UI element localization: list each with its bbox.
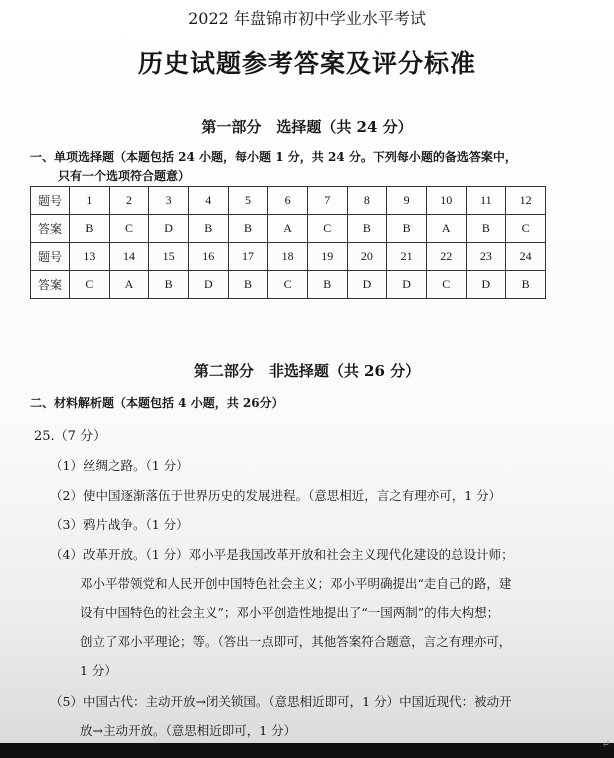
row-label-answer: 答案: [31, 271, 70, 299]
answer-cell: A: [109, 271, 149, 299]
row-label-number: 题号: [31, 243, 70, 271]
answer-cell: C: [426, 271, 466, 299]
answer-cell: B: [307, 271, 347, 299]
question-number-cell: 1: [70, 187, 110, 215]
question-number-cell: 7: [307, 187, 347, 215]
answer-cell: B: [188, 215, 228, 243]
answer-cell: B: [506, 271, 546, 299]
row-label-answer: 答案: [31, 215, 70, 243]
part1-instruction-line2: 只有一个选项符合题意）: [58, 169, 191, 183]
question-number-cell: 4: [188, 187, 228, 215]
question-number-cell: 5: [228, 187, 268, 215]
question-number-cell: 15: [149, 243, 189, 271]
answer-cell: B: [228, 215, 268, 243]
answer-cell: C: [307, 215, 347, 243]
answer-item-4-line3: 设有中国特色的社会主义”；邓小平创造性地提出了“一国两制”的伟大构想；: [80, 605, 500, 620]
answer-cell: A: [426, 215, 466, 243]
question-number-cell: 14: [109, 243, 149, 271]
answer-item-3: （3）鸦片战争。（1 分）: [50, 517, 189, 532]
answer-item-4-line4: 创立了邓小平理论；等。（答出一点即可，其他答案符合题意，言之有理亦可，: [80, 634, 512, 649]
question-number-cell: 6: [268, 187, 308, 215]
exam-title: 2022 年盘锦市初中学业水平考试: [188, 9, 426, 28]
question-number-cell: 18: [268, 243, 308, 271]
answer-item-4-line2: 邓小平带领党和人民开创中国特色社会主义；邓小平明确提出“走自己的路，建: [80, 576, 512, 591]
answer-cell: D: [188, 271, 228, 299]
part2-instruction: 二、材料解析题（本题包括 4 小题，共 26分）: [30, 396, 284, 410]
answer-item-1: （1）丝绸之路。（1 分）: [50, 458, 189, 473]
question-number-cell: 8: [347, 187, 387, 215]
question-number-cell: 22: [426, 243, 466, 271]
answer-cell: B: [387, 215, 427, 243]
answer-cell: C: [268, 271, 308, 299]
question-number-cell: 10: [426, 187, 466, 215]
part1-instruction-line1: 一、单项选择题（本题包括 24 小题，每小题 1 分，共 24 分。下列每小题的备选答案中，: [30, 150, 517, 164]
answer-cell: B: [466, 215, 506, 243]
table-row-answers-1: [31, 215, 546, 243]
answer-cell: A: [268, 215, 308, 243]
answer-item-5-line2: 放→主动开放。（意思相近即可，1 分）: [80, 723, 297, 738]
paragraph-mark-icon: ↵: [601, 739, 610, 750]
part1-title: 第一部分 选择题（共 24 分）: [201, 118, 413, 136]
table-row-numbers-2: [31, 243, 546, 271]
question-number-cell: 21: [387, 243, 427, 271]
question-number-cell: 20: [347, 243, 387, 271]
answer-item-4-line1: （4）改革开放。（1 分）邓小平是我国改革开放和社会主义现代化建设的总设计师；: [50, 547, 514, 562]
document-title: 历史试题参考答案及评分标准: [137, 49, 476, 78]
question-number-cell: 23: [466, 243, 506, 271]
answer-cell: C: [506, 215, 546, 243]
question-number-cell: 11: [466, 187, 506, 215]
question-number-cell: 9: [387, 187, 427, 215]
part2-title: 第二部分 非选择题（共 26 分）: [193, 362, 421, 380]
answer-cell: D: [347, 271, 387, 299]
answer-table: [30, 186, 546, 299]
answer-item-5-line1: （5）中国古代：主动开放→闭关锁国。（意思相近即可，1 分）中国近现代：被动开: [50, 694, 512, 709]
answer-cell: D: [466, 271, 506, 299]
answer-cell: B: [70, 215, 110, 243]
question-number-cell: 2: [109, 187, 149, 215]
answer-item-4-line5: 1 分）: [80, 663, 117, 678]
question-number-cell: 3: [149, 187, 189, 215]
question-25-title: 25.（7 分）: [34, 429, 107, 444]
table-row-answers-2: [31, 271, 546, 299]
question-number-cell: 17: [228, 243, 268, 271]
question-number-cell: 24: [506, 243, 546, 271]
question-number-cell: 19: [307, 243, 347, 271]
bottom-edge-bar: [0, 743, 614, 758]
answer-cell: B: [149, 271, 189, 299]
answer-cell: C: [109, 215, 149, 243]
answer-cell: D: [149, 215, 189, 243]
answer-cell: C: [70, 271, 110, 299]
answer-cell: B: [228, 271, 268, 299]
question-number-cell: 12: [506, 187, 546, 215]
question-number-cell: 16: [188, 243, 228, 271]
answer-item-2: （2）使中国逐渐落伍于世界历史的发展进程。（意思相近，言之有理亦可，1 分）: [50, 488, 502, 503]
question-number-cell: 13: [70, 243, 110, 271]
row-label-number: 题号: [31, 187, 70, 215]
answer-cell: B: [347, 215, 387, 243]
answer-cell: D: [387, 271, 427, 299]
table-row-numbers-1: [31, 187, 546, 215]
